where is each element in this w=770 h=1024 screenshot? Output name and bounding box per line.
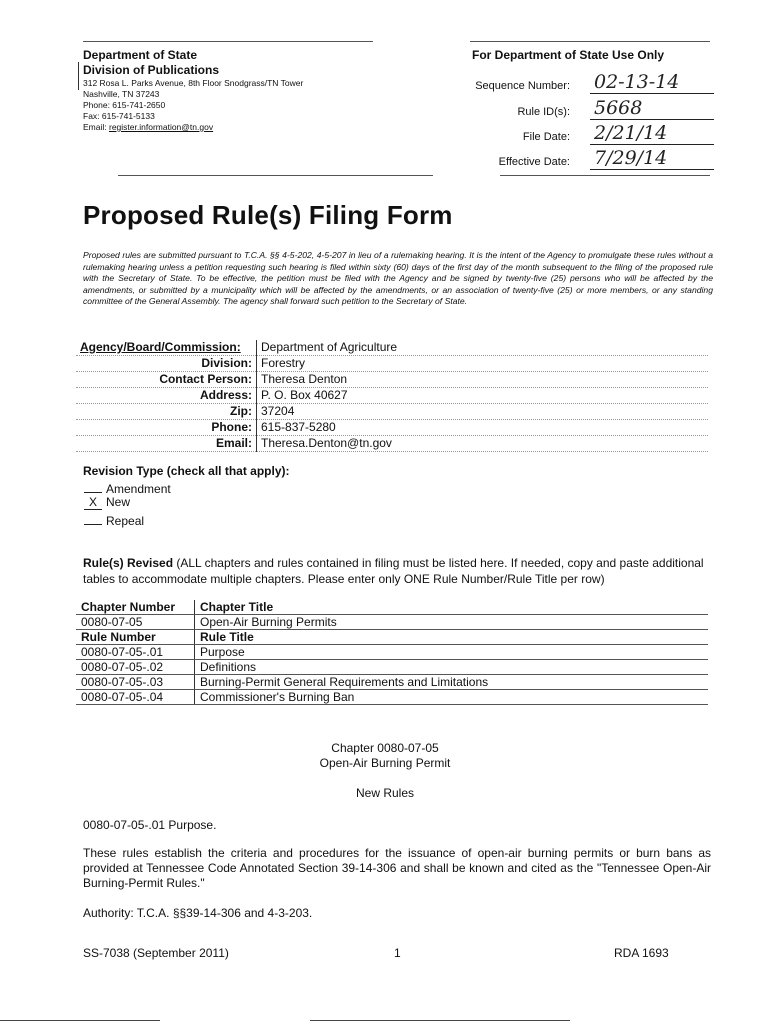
rules-revised-bold: Rule(s) Revised bbox=[83, 556, 174, 570]
amendment-checkbox[interactable] bbox=[84, 479, 102, 493]
rda-number: RDA 1693 bbox=[614, 946, 669, 960]
revision-new[interactable] bbox=[84, 495, 130, 510]
rule-number-cell[interactable]: 0080-07-05-.02 bbox=[76, 660, 195, 675]
effective-date-value[interactable]: 7/29/14 bbox=[590, 147, 714, 170]
rule-title-cell[interactable]: Definitions bbox=[195, 660, 709, 675]
chapter-title-header: Chapter Title bbox=[195, 600, 709, 615]
agency-row bbox=[76, 340, 708, 356]
division-name: Division of Publications bbox=[83, 63, 220, 77]
rule-title-cell[interactable]: Purpose bbox=[195, 645, 709, 660]
address-line-1: 312 Rosa L. Parks Avenue, 8th Floor Snodgrass/TN Tower bbox=[83, 78, 304, 88]
effective-date-label: Effective Date: bbox=[498, 156, 570, 168]
header-bottom-rule bbox=[118, 175, 433, 176]
phone-row bbox=[76, 420, 708, 436]
rules-revised-instructions: (ALL chapters and rules contained in filing must be listed here. If needed, copy and paste additional tables to accommodate multiple chapters. Please enter only ONE Rule Number/Rule Title per row) bbox=[83, 556, 704, 586]
chapter-title-cell[interactable]: Open-Air Burning Permits bbox=[195, 615, 709, 630]
revision-amendment[interactable] bbox=[84, 479, 171, 496]
header-bottom-rule-right bbox=[500, 175, 710, 176]
contact-row bbox=[76, 372, 708, 388]
revision-type-heading: Revision Type (check all that apply): bbox=[83, 464, 290, 478]
file-date-value[interactable]: 2/21/14 bbox=[590, 122, 714, 145]
file-date-label: File Date: bbox=[522, 131, 570, 143]
address-label: Address: bbox=[76, 388, 257, 404]
rule-title-cell[interactable]: Commissioner's Burning Ban bbox=[195, 690, 709, 705]
rule-id-label: Rule ID(s): bbox=[517, 106, 570, 118]
new-checkbox[interactable]: X bbox=[84, 496, 102, 510]
file-date-field[interactable] bbox=[472, 123, 710, 145]
zip-label: Zip: bbox=[76, 404, 257, 420]
rule-header-row bbox=[76, 630, 708, 645]
bottom-rule-right bbox=[310, 1020, 570, 1021]
division-value[interactable]: Forestry bbox=[257, 356, 709, 372]
zip-value[interactable]: 37204 bbox=[257, 404, 709, 420]
publisher-block bbox=[83, 48, 443, 133]
email-link[interactable]: register.information@tn.gov bbox=[109, 122, 214, 132]
email-field-value[interactable]: Theresa.Denton@tn.gov bbox=[257, 436, 709, 452]
email-field-label: Email: bbox=[76, 436, 257, 452]
table-row bbox=[76, 690, 708, 705]
email-label: Email: bbox=[83, 122, 107, 132]
rule-number-cell[interactable]: 0080-07-05-.04 bbox=[76, 690, 195, 705]
form-id: SS-7038 (September 2011) bbox=[83, 946, 229, 960]
table-row bbox=[76, 645, 708, 660]
form-title: Proposed Rule(s) Filing Form bbox=[83, 200, 453, 230]
new-label: New bbox=[106, 495, 131, 509]
page-number: 1 bbox=[394, 946, 401, 960]
address-value[interactable]: P. O. Box 40627 bbox=[257, 388, 709, 404]
effective-date-field[interactable] bbox=[472, 148, 710, 170]
chapter-header-row bbox=[76, 600, 708, 615]
purpose-paragraph: These rules establish the criteria and procedures for the issuance of open-air burning permits or burn bans as provided at Tennessee Code Annotated Section 39-14-306 and shall be known and cited as the "Tennessee Open-Air Burning-Permit Rules." bbox=[83, 846, 711, 890]
new-rules-heading: New Rules bbox=[355, 786, 415, 800]
sequence-number-value[interactable]: 02-13-14 bbox=[590, 71, 714, 94]
contact-value[interactable]: Theresa Denton bbox=[257, 372, 709, 388]
repeal-checkbox[interactable] bbox=[84, 511, 102, 525]
rule-number-cell[interactable]: 0080-07-05-.03 bbox=[76, 675, 195, 690]
office-use-title: For Department of State Use Only bbox=[472, 48, 665, 62]
chapter-line: Chapter 0080-07-05 bbox=[331, 741, 439, 755]
table-row bbox=[76, 660, 708, 675]
revision-repeal[interactable] bbox=[84, 511, 144, 528]
office-use-block bbox=[472, 48, 722, 169]
header-top-rule bbox=[83, 41, 373, 42]
rules-revised-heading bbox=[83, 555, 713, 587]
repeal-label: Repeal bbox=[106, 514, 145, 528]
contact-label: Contact Person: bbox=[76, 372, 257, 388]
chapter-name: Open-Air Burning Permit bbox=[319, 756, 451, 770]
intro-paragraph: Proposed rules are submitted pursuant to T.C.A. §§ 4-5-202, 4-5-207 in lieu of a rulemaking hearing. It is the intent of the Agency to promulgate these rules without a rulemaking hearing unless a petition requesting such hearing is filed within sixty (60) days of the first day of the month subsequent to the filing of the proposed rule with the Secretary of State. To be effective, the petition must be filed with the Agency and be signed by twenty-five (25) persons who will be affected by the amendments, or submitted by a municipality which will be affected by the amendments, or an association of twenty-five (25) or more members, or any standing committee of the General Assembly. The agency shall forward such petition to the Secretary of State. bbox=[83, 250, 713, 306]
department-name: Department of State bbox=[83, 48, 198, 62]
chapter-row bbox=[76, 615, 708, 630]
address-row bbox=[76, 388, 708, 404]
chapter-number-cell[interactable]: 0080-07-05 bbox=[76, 615, 195, 630]
rule-number-cell[interactable]: 0080-07-05-.01 bbox=[76, 645, 195, 660]
zip-row bbox=[76, 404, 708, 420]
phone-line: Phone: 615-741-2650 bbox=[83, 100, 166, 110]
table-row bbox=[76, 675, 708, 690]
agency-info-table bbox=[76, 340, 708, 452]
email-row bbox=[76, 436, 708, 452]
rules-table bbox=[76, 600, 708, 705]
phone-label: Phone: bbox=[76, 420, 257, 436]
fax-line: Fax: 615-741-5133 bbox=[83, 111, 155, 121]
rule-heading: 0080-07-05-.01 Purpose. bbox=[83, 818, 217, 832]
address-line-2: Nashville, TN 37243 bbox=[83, 89, 160, 99]
rule-title-cell[interactable]: Burning-Permit General Requirements and Limitations bbox=[195, 675, 709, 690]
bottom-rule-left bbox=[0, 1020, 160, 1021]
email-line bbox=[83, 122, 443, 133]
header-left-bar bbox=[78, 62, 79, 90]
header-top-rule-right bbox=[470, 41, 710, 42]
division-row bbox=[76, 356, 708, 372]
phone-value[interactable]: 615-837-5280 bbox=[257, 420, 709, 436]
rule-id-field[interactable] bbox=[472, 98, 710, 120]
authority-line: Authority: T.C.A. §§39-14-306 and 4-3-203. bbox=[83, 906, 313, 920]
rule-title-header: Rule Title bbox=[195, 630, 709, 645]
rule-number-header: Rule Number bbox=[76, 630, 195, 645]
rule-id-value[interactable]: 5668 bbox=[590, 97, 714, 120]
sequence-number-label: Sequence Number: bbox=[475, 80, 570, 92]
chapter-number-header: Chapter Number bbox=[76, 600, 195, 615]
agency-label: Agency/Board/Commission: bbox=[76, 340, 257, 356]
amendment-label: Amendment bbox=[106, 482, 171, 496]
division-label: Division: bbox=[76, 356, 257, 372]
agency-value[interactable]: Department of Agriculture bbox=[257, 340, 709, 356]
sequence-number-field[interactable] bbox=[472, 72, 710, 94]
